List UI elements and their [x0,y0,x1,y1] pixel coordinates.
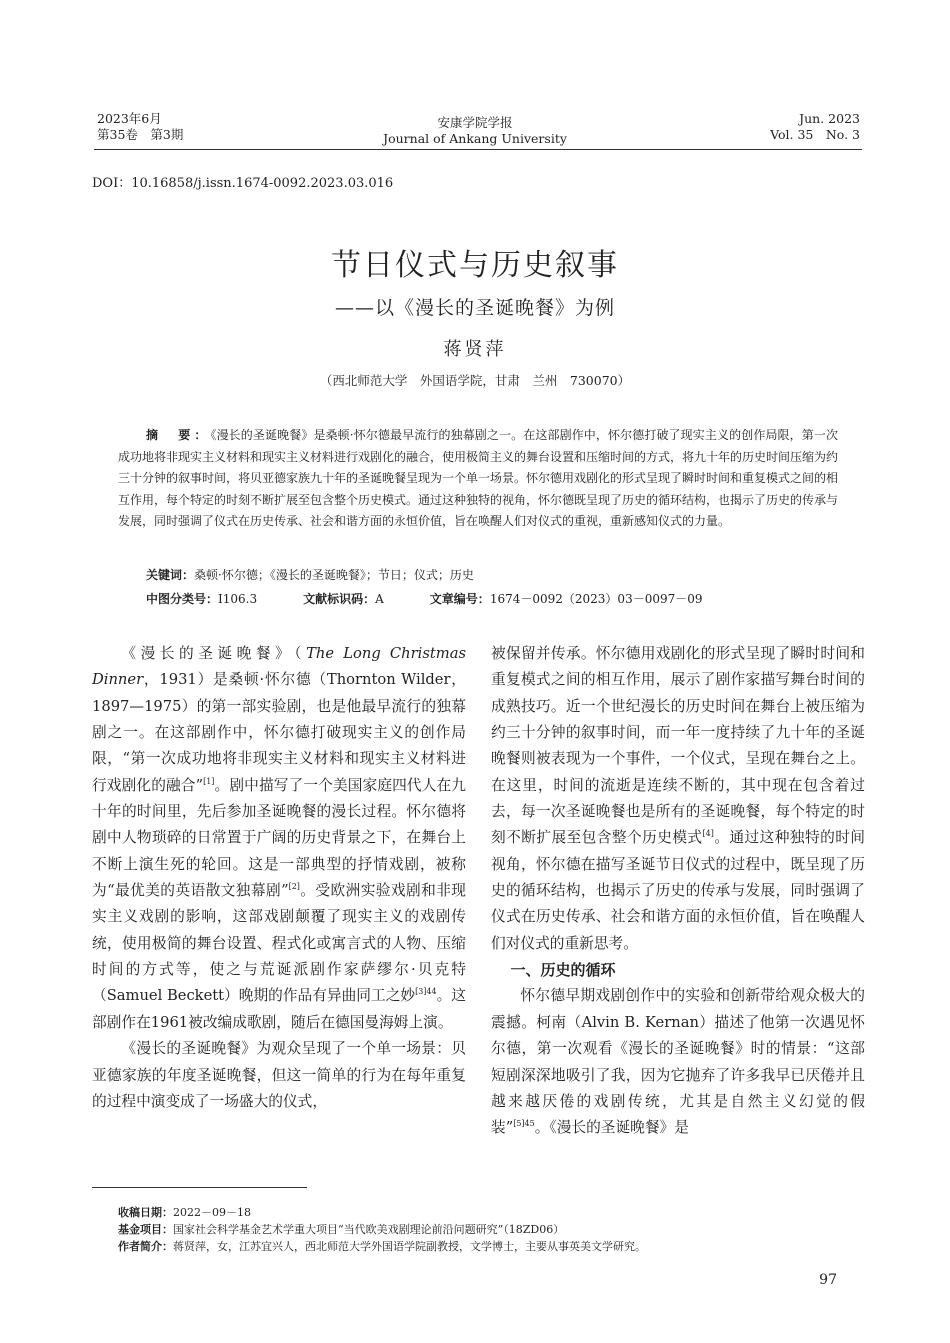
footnote-received [118,1205,251,1220]
header-journal-cn: 安康学院学报 [437,115,513,130]
doc-code-value: A [375,592,384,606]
text-run: 。通过这种独特的时间视角，怀尔德在描写圣诞节日仪式的过程中，既呈现了历史的循环结构，也揭示了历史的传承与发展，同时强调了仪式在历史传承、社会和谐方面的永恒价值，旨在唤醒人们对仪式的重新思考。 [491,829,865,952]
abstract [118,425,838,533]
doc-code-label: 文献标识码： [303,592,376,606]
text-run: 被保留并传承。怀尔德用戏剧化的形式呈现了瞬时时间和重复模式之间的相互作用，展示了剧作家描写舞台时间的成熟技巧。近一个世纪漫长的历史时间在舞台上被压缩为约三十分钟的叙事时间，而一年一度持续了九十年的圣诞晚餐则被表现为一个事件，一个仪式，呈现在舞台之上。在这里，时间的流逝是连续不断的，其中现在包含着过去，每一次圣诞晚餐也是所有的圣诞晚餐，每个特定的时刻不断扩展至包含整个历史模式 [491,645,865,847]
header-left [97,111,183,143]
author-name: 蒋贤萍 [443,339,507,360]
affiliation: （西北师范大学 外国语学院，甘肃 兰州 730070） [319,373,631,388]
header-volume-cn: 第35卷 第3期 [97,127,184,142]
clc-label: 中图分类号： [146,592,219,606]
citation: [1] [203,776,215,786]
footnote-bio [118,1239,646,1254]
citation: [2] [288,882,300,892]
paragraph [491,983,865,1141]
paper-title: 节日仪式与历史叙事 [331,248,619,283]
text-run: 。剧中描写了一个美国家庭四代人在九十年的时间里，先后参加圣诞晚餐的漫长过程。怀尔德将剧中人物琐碎的日常置于广阔的历史背景之下，在舞台上不断上演生死的轮回。这是一部典型的抒情戏剧，被称为“最优美的英语散文独幕剧” [92,776,466,900]
header-rule [94,149,862,150]
abstract-text: 《漫长的圣诞晚餐》是桑顿·怀尔德最早流行的独幕剧之一。在这部剧作中，怀尔德打破了现实主义的创作局限，第一次成功地将非现实主义材料和现实主义材料进行戏剧化的融合，使用极简主义的舞台设置和压缩时间的方式，将九十年的历史时间压缩为约三十分钟的叙事时间，将贝亚德家族九十年的圣诞晚餐呈现为一个单一场景。怀尔德用戏剧化的形式呈现了瞬时时间和重复模式之间的相互作用，每个特定的时刻不断扩展至包含整个历史模式。通过这种独特的视角，怀尔德既呈现了历史的循环结构，也揭示了历史的传承与发展，同时强调了仪式在历史传承、社会和谐方面的永恒价值，旨在唤醒人们对仪式的重视，重新感知仪式的力量。 [118,428,839,528]
footnote-rule [92,1187,307,1188]
english-title: The Long Christmas Dinner [92,645,466,689]
text-run: 。这部剧作在1961被改编成歌剧，随后在德国曼海姆上演。 [92,987,466,1031]
clc-value: I106.3 [218,592,258,606]
article-number-value: 1674－0092（2023）03－0097－09 [489,592,703,606]
keywords-label: 关键词： [146,568,195,582]
body-column-right [491,641,865,1142]
citation: [3]44 [415,987,437,997]
text-run: ，1931）是桑顿·怀尔德（Thornton Wilder，1897—1975）的第一部实验剧，也是他最早流行的独幕剧之一。在这部剧作中，怀尔德打破现实主义的创作局限，“第一次成功地将非现实主义材料和现实主义材料进行戏剧化的融合” [92,671,466,794]
footnote-text: 2022－09－18 [173,1206,251,1219]
abstract-label: 摘 要： [146,428,211,442]
header-volume-en: Vol. 35 No. 3 [770,127,860,142]
header-date-en: Jun. 2023 [799,111,860,126]
footnote-text: 国家社会科学基金艺术学重大项目“当代欧美戏剧理论前沿问题研究”（18ZD06） [173,1223,565,1236]
paragraph [491,641,865,957]
text-run: 。受欧洲实验戏剧和非现实主义戏剧的影响，这部戏剧颠覆了现实主义的戏剧传统，使用极简的舞台设置、程式化或寓言式的人物、压缩时间的方式等，使之与荒诞派剧作家萨缪尔·贝克特（Samuel Beckett）晚期的作品有异曲同工之妙 [92,882,466,1005]
keywords [146,566,474,583]
footnote-fund [118,1222,564,1237]
header-journal-en: Journal of Ankang University [383,131,567,146]
doi: DOI：10.16858/j.issn.1674-0092.2023.03.016 [92,176,394,191]
paragraph: 《漫长的圣诞晚餐》为观众呈现了一个单一场景：贝亚德家族的年度圣诞晚餐，但这一简单的行为在每年重复的过程中演变成了一场盛大的仪式， [92,1040,466,1110]
section-heading: 一、历史的循环 [510,961,616,980]
footnote-text: 蒋贤萍，女，江苏宜兴人，西北师范大学外国语学院副教授，文学博士，主要从事英美文学研究。 [173,1240,646,1253]
header-date-cn: 2023年6月 [97,111,162,126]
header-center [300,115,650,147]
citation: [4] [702,829,714,839]
article-number-label: 文章编号： [429,592,490,606]
text-run: 怀尔德早期戏剧创作中的实验和创新带给观众极大的震撼。柯南（Alvin B. Kernan）描述了他第一次遇见怀尔德，第一次观看《漫长的圣诞晚餐》时的情景：“这部短剧深深地吸引了我，因为它抛弃了许多我早已厌倦并且越来越厌倦的戏剧传统，尤其是自然主义幻觉的假装” [491,987,865,1137]
header-right [770,111,860,143]
body-column-left [92,641,466,1115]
classification-line [146,590,703,607]
paper-subtitle: ——以《漫长的圣诞晚餐》为例 [334,297,615,319]
paragraph [92,641,466,1036]
clc-item [146,592,257,606]
citation: [5]45 [513,1119,535,1129]
article-number-item [430,592,703,606]
keywords-text: 桑顿·怀尔德；《漫长的圣诞晚餐》；节日；仪式；历史 [194,568,474,582]
footnote-label: 收稿日期： [118,1206,173,1219]
page-number: 97 [819,1272,837,1288]
footnote-label: 基金项目： [118,1223,173,1236]
text-run: 。《漫长的圣诞晚餐》是 [534,1119,689,1137]
footnote-label: 作者简介： [118,1240,173,1253]
text-run: 《漫长的圣诞晚餐》（ [121,645,307,662]
doc-code-item [303,592,384,606]
